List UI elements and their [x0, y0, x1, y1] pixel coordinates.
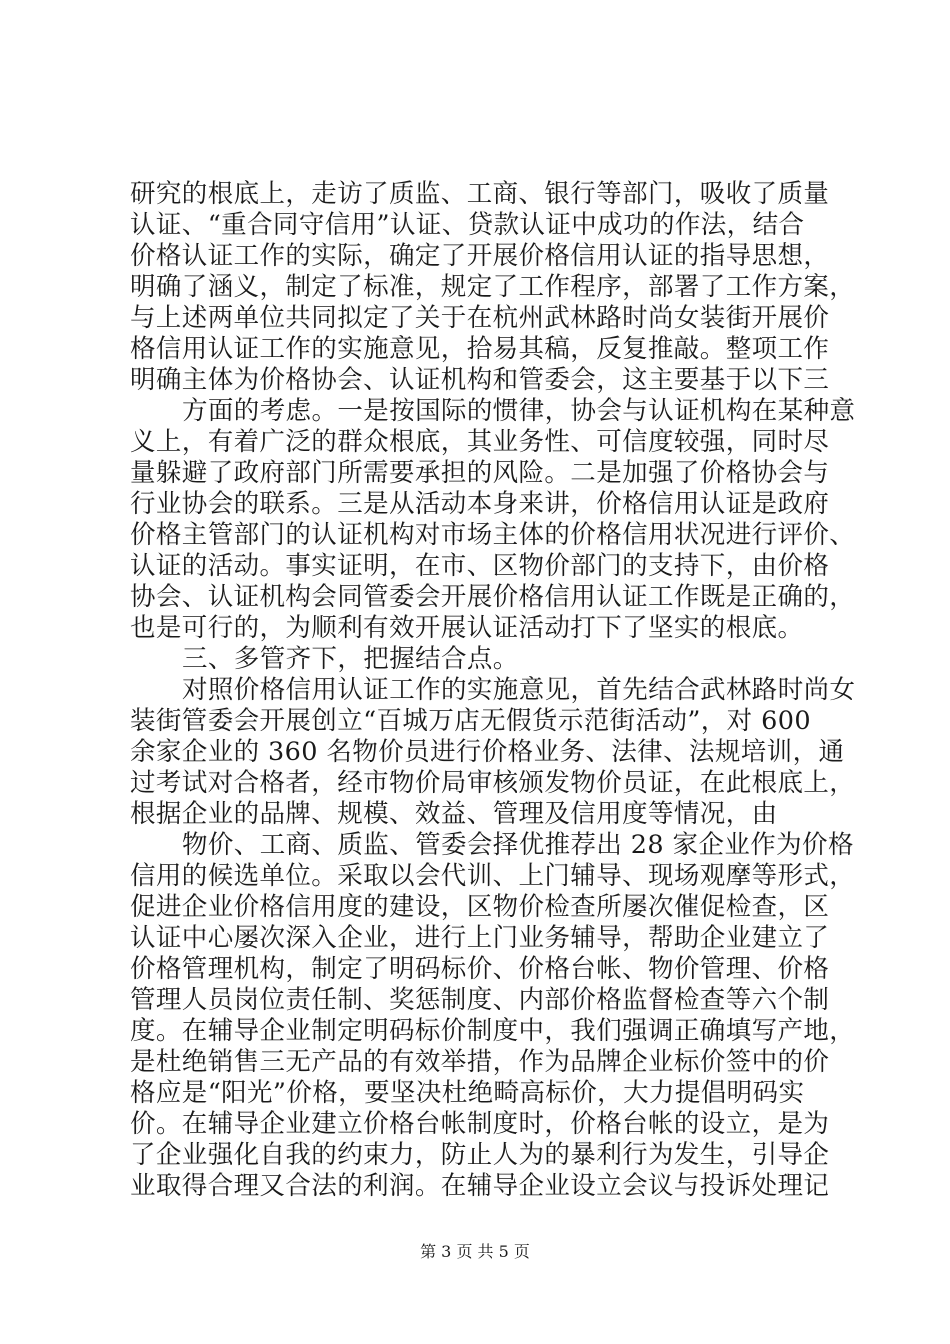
text-line: 认证、“重合同守信用”认证、贷款认证中成功的作法，结合 [130, 210, 805, 240]
text-line: 行业协会的联系。三是从活动本身来讲，价格信用认证是政府 [130, 489, 830, 519]
text-line: 研究的根底上，走访了质监、工商、银行等部门，吸收了质量 [130, 179, 830, 209]
text-line: 与上述两单位共同拟定了关于在杭州武林路时尚女装街开展价 [130, 303, 830, 333]
page-footer [0, 1240, 950, 1264]
text-line: 协会、认证机构会同管委会开展价格信用认证工作既是正确的， [130, 582, 856, 612]
text-line: 格信用认证工作的实施意见，拾易其稿，反复推敲。整项工作 [130, 334, 830, 364]
text-line: 方面的考虑。一是按国际的惯律，协会与认证机构在某种意 [182, 396, 856, 426]
text-line: 信用的候选单位。采取以会代训、上门辅导、现场观摩等形式， [130, 861, 856, 891]
text-line: 是杜绝销售三无产品的有效举措，作为品牌企业标价签中的价 [130, 1047, 830, 1077]
text-line: 价格主管部门的认证机构对市场主体的价格信用状况进行评价、 [130, 520, 856, 550]
text-line: 三、多管齐下，把握结合点。 [182, 644, 519, 674]
text-line: 过考试对合格者，经市物价局审核颁发物价员证，在此根底上， [130, 768, 856, 798]
text-line: 也是可行的，为顺利有效开展认证活动打下了坚实的根底。 [130, 613, 804, 643]
text-line: 管理人员岗位责任制、奖惩制度、内部价格监督检查等六个制 [130, 985, 830, 1015]
text-line: 了企业强化自我的约束力，防止人为的暴利行为发生，引导企 [130, 1140, 830, 1170]
text-line: 促进企业价格信用度的建设，区物价检查所屡次催促检查，区 [130, 892, 830, 922]
text-line: 认证中心屡次深入企业，进行上门业务辅导，帮助企业建立了 [130, 923, 830, 953]
text-line: 对照价格信用认证工作的实施意见，首先结合武林路时尚女 [182, 675, 856, 705]
text-line: 业取得合理又合法的利润。在辅导企业设立会议与投诉处理记 [130, 1171, 830, 1201]
text-line: 明确了涵义，制定了标准，规定了工作程序，部署了工作方案， [130, 272, 856, 302]
page-number: 第 3 页 共 5 页 [420, 1242, 530, 1261]
text-line: 价格管理机构，制定了明码标价、价格台帐、物价管理、价格 [130, 954, 830, 984]
text-line: 明确主体为价格协会、认证机构和管委会，这主要基于以下三 [130, 365, 830, 395]
text-line: 价。在辅导企业建立价格台帐制度时，价格台帐的设立，是为 [130, 1109, 830, 1139]
text-line: 余家企业的 360 名物价员进行价格业务、法律、法规培训，通 [130, 737, 845, 767]
text-line: 义上，有着广泛的群众根底，其业务性、可信度较强，同时尽 [130, 427, 830, 457]
text-line: 度。在辅导企业制定明码标价制度中，我们强调正确填写产地， [130, 1016, 856, 1046]
text-line: 认证的活动。事实证明，在市、区物价部门的支持下，由价格 [130, 551, 830, 581]
text-line: 价格认证工作的实际，确定了开展价格信用认证的指导思想， [130, 241, 830, 271]
text-line: 根据企业的品牌、规模、效益、管理及信用度等情况，由 [130, 799, 778, 829]
document-body [130, 179, 856, 1202]
text-line: 装街管委会开展创立“百城万店无假货示范街活动”，对 600 [130, 706, 811, 736]
text-line: 格应是“阳光”价格，要坚决杜绝畸高标价，大力提倡明码实 [130, 1078, 805, 1108]
text-line: 物价、工商、质监、管委会择优推荐出 28 家企业作为价格 [182, 830, 854, 860]
text-line: 量躲避了政府部门所需要承担的风险。二是加强了价格协会与 [130, 458, 830, 488]
